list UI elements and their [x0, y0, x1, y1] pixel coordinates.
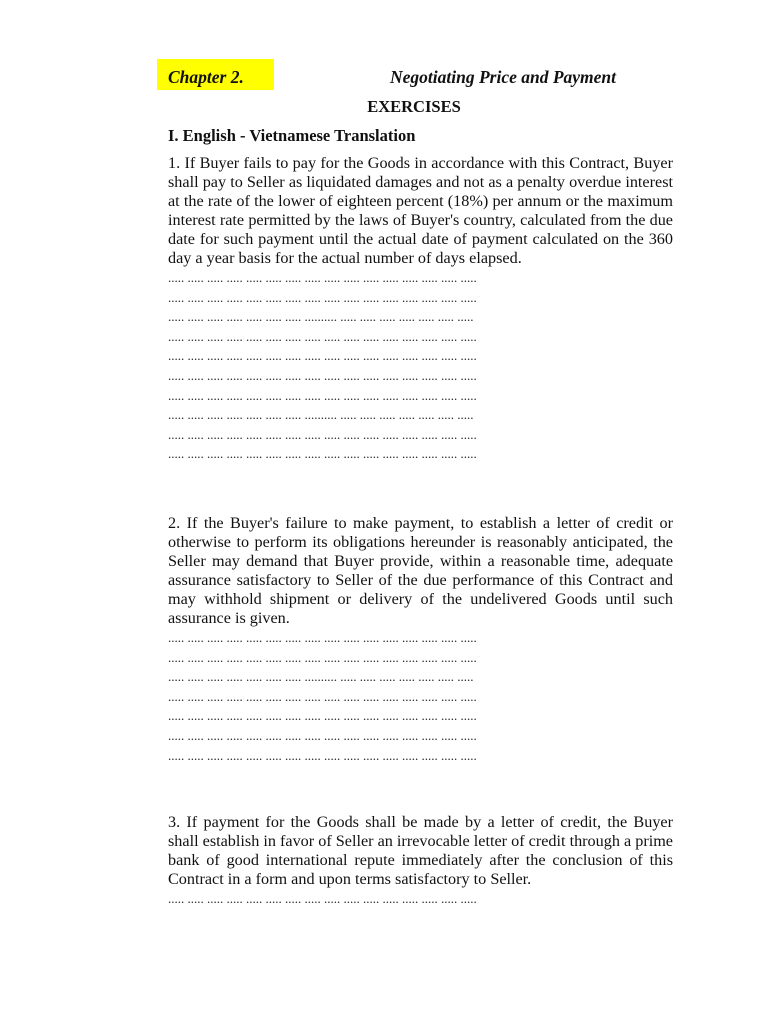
exercise-item-3 — [168, 813, 673, 909]
answer-line: ..... ..... ..... ..... ..... ..... ..... .......... ..... ..... ..... ..... ..... ..... ..... — [168, 407, 474, 423]
answer-line: ..... ..... ..... ..... ..... ..... ..... .......... ..... ..... ..... ..... ..... ..... ..... — [168, 669, 474, 685]
answer-line: ..... ..... ..... ..... ..... ..... ..... ..... ..... ..... ..... ..... ..... ..... ..... ..... — [168, 328, 477, 344]
answer-line: ..... ..... ..... ..... ..... ..... ..... ..... ..... ..... ..... ..... ..... ..... ..... ..... — [168, 649, 477, 665]
answer-lines — [168, 268, 673, 464]
answer-line: ..... ..... ..... ..... ..... ..... ..... ..... ..... ..... ..... ..... ..... ..... ..... ..... — [168, 367, 477, 383]
answer-line: ..... ..... ..... ..... ..... ..... ..... ..... ..... ..... ..... ..... ..... ..... ..... ..... — [168, 688, 477, 704]
exercises-title: EXERCISES — [367, 97, 461, 116]
answer-line: ..... ..... ..... ..... ..... ..... ..... ..... ..... ..... ..... ..... ..... ..... ..... ..... — [168, 426, 477, 442]
answer-line: ..... ..... ..... ..... ..... ..... ..... ..... ..... ..... ..... ..... ..... ..... ..... ..... — [168, 747, 477, 763]
exercise-text: 2. If the Buyer's failure to make payment, to establish a letter of credit or otherwise to perform its obligations hereunder is reasonably anticipated, the Seller may demand that Buyer provide, within a reasonable time, adequate assurance satisfactory to Seller of the due performance of this Contract and may withhold shipment or delivery of the undelivered Goods until such assurance is given. — [168, 514, 673, 627]
answer-line: ..... ..... ..... ..... ..... ..... ..... ..... ..... ..... ..... ..... ..... ..... ..... ..... — [168, 891, 477, 906]
answer-line: ..... ..... ..... ..... ..... ..... ..... ..... ..... ..... ..... ..... ..... ..... ..... ..... — [168, 727, 477, 743]
exercise-text: 1. If Buyer fails to pay for the Goods in accordance with this Contract, Buyer shall pay to Seller as liquidated damages and not as a penalty overdue interest at the rate of the lower of eighteen percent (18%) per annum or the maximum interest rate permitted by the laws of Buyer's country, calculated from the due date for such payment until the actual date of payment calculated on the 360 day a year basis for the actual number of days elapsed. — [168, 154, 673, 267]
chapter-header — [157, 59, 672, 91]
answer-line: ..... ..... ..... ..... ..... ..... ..... ..... ..... ..... ..... ..... ..... ..... ..... ..... — [168, 387, 477, 403]
answer-line: ..... ..... ..... ..... ..... ..... ..... ..... ..... ..... ..... ..... ..... ..... ..... ..... — [168, 630, 477, 645]
answer-line: ..... ..... ..... ..... ..... ..... ..... ..... ..... ..... ..... ..... ..... ..... ..... ..... — [168, 270, 477, 285]
answer-lines — [168, 628, 673, 765]
chapter-label: Chapter 2. — [168, 67, 244, 87]
answer-lines — [168, 889, 673, 909]
exercise-text: 3. If payment for the Goods shall be made by a letter of credit, the Buyer shall establish in favor of Seller an irrevocable letter of credit through a prime bank of good international repute immediately after the conclusion of this Contract in a form and upon terms satisfactory to Seller. — [168, 813, 673, 888]
answer-line: ..... ..... ..... ..... ..... ..... ..... ..... ..... ..... ..... ..... ..... ..... ..... ..... — [168, 289, 477, 305]
answer-line: ..... ..... ..... ..... ..... ..... ..... .......... ..... ..... ..... ..... ..... ..... ..... — [168, 309, 474, 325]
exercise-item-2 — [168, 514, 673, 765]
answer-line: ..... ..... ..... ..... ..... ..... ..... ..... ..... ..... ..... ..... ..... ..... ..... ..... — [168, 446, 477, 462]
answer-line: ..... ..... ..... ..... ..... ..... ..... ..... ..... ..... ..... ..... ..... ..... ..... ..... — [168, 348, 477, 364]
exercise-item-1 — [168, 154, 673, 464]
chapter-title: Negotiating Price and Payment — [390, 67, 617, 87]
section-heading: I. English - Vietnamese Translation — [168, 126, 416, 145]
answer-line: ..... ..... ..... ..... ..... ..... ..... ..... ..... ..... ..... ..... ..... ..... ..... ..... — [168, 708, 477, 724]
